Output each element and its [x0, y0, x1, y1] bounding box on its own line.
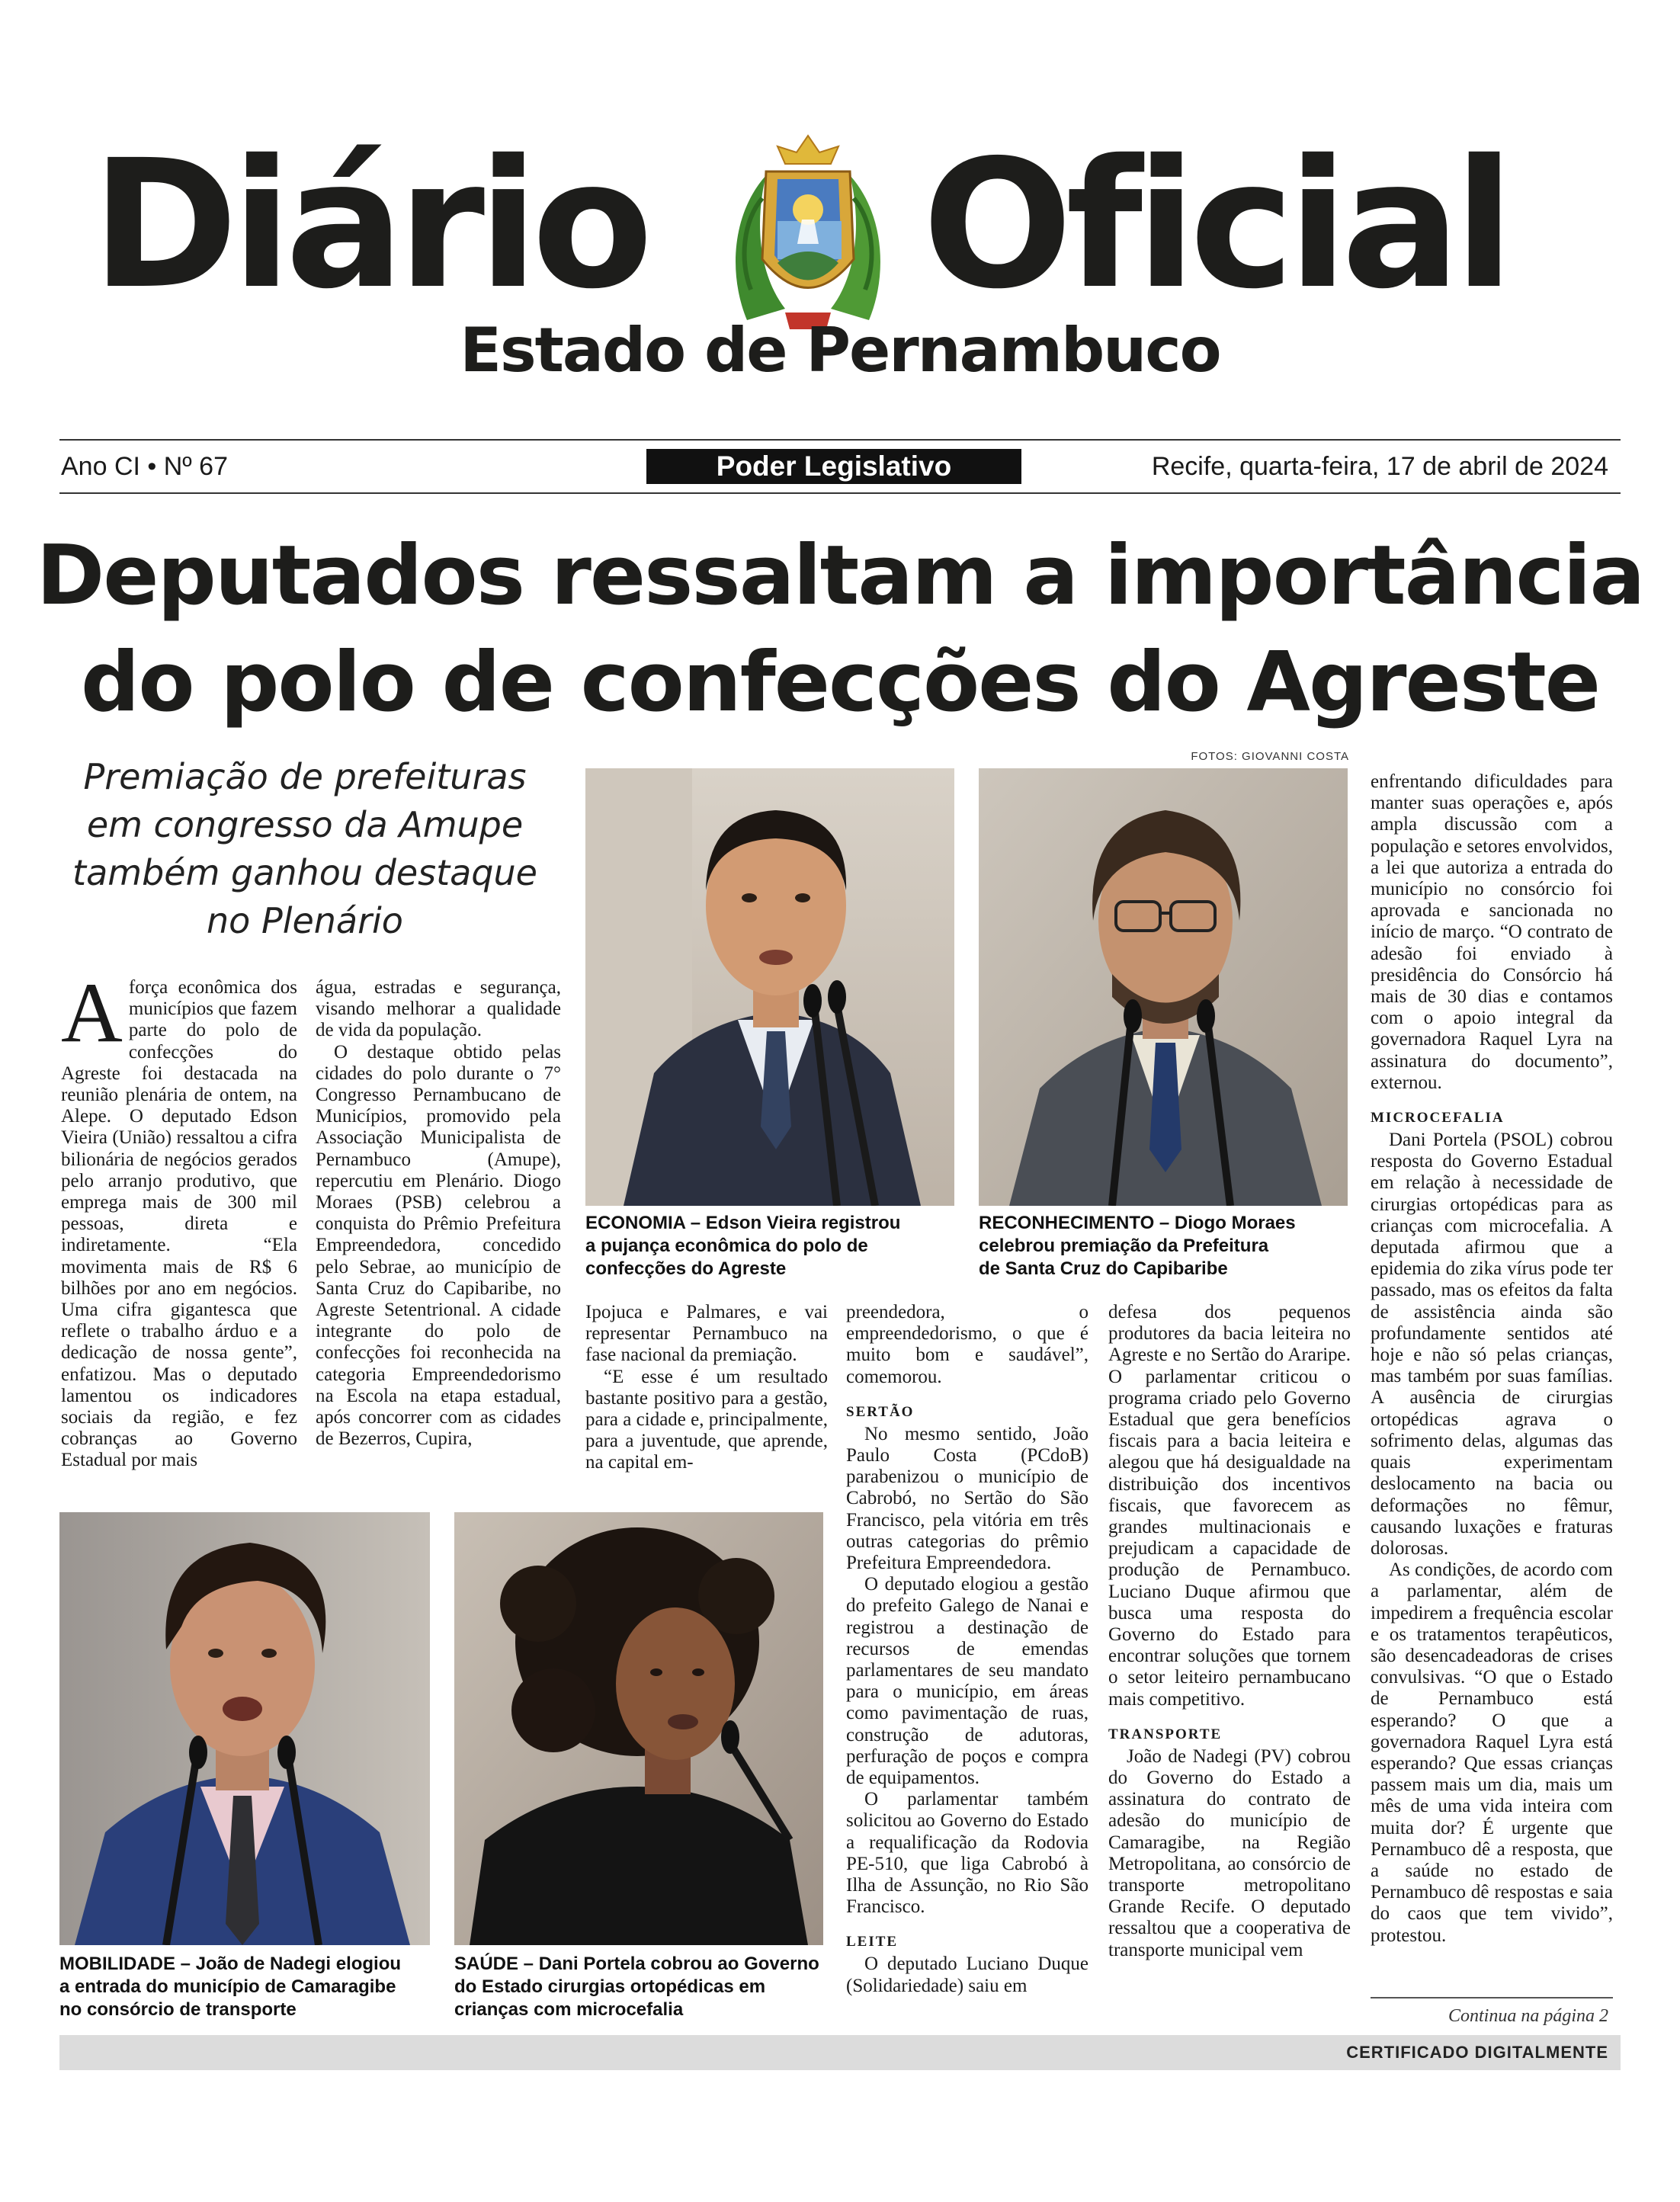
headline-line-1: Deputados ressaltam a importância	[36, 528, 1644, 623]
article-column-6	[1371, 771, 1613, 1995]
article-paragraph: defesa dos pequenos produtores da bacia leiteira no Agreste e no Sertão do Araripe. O parlamentar criticou o programa criado pelo Governo Estadual que gera benefícios fiscais para a bacia leiteira e alegou que há desigualdade na distribuição dos incentivos fiscais, que favorecem as grandes multinacionais e prejudicam a capacidade de produção de Pernambuco. Luciano Duque afirmou que busca uma resposta do Governo do Estado para encontrar soluções que tornem o setor leiteiro pernambucano mais competitivo.	[1108, 1302, 1351, 1710]
photo-dani-portela	[454, 1512, 823, 1945]
photo-joao-de-nadegi	[59, 1512, 430, 1945]
article-paragraph: preendedora, o empreendedorismo, o que é muito bom e saudável”, comemorou.	[846, 1302, 1088, 1387]
headline-line-2: do polo de confecções do Agreste	[81, 635, 1599, 730]
photo-edson-vieira	[585, 768, 954, 1206]
article-paragraph: Dani Portela (PSOL) cobrou resposta do Governo Estadual em relação à necessidade de cirurgias ortopédicas para as crianças com microcefalia. A deputada afirmou que a epidemia do zika vírus pode ter passado, mas os efeitos da falta de assistência ainda são profundamente sentidos até hoje e não só pelas crianças, mas também por suas famílias. A ausência de cirurgias ortopédicas agrava o sofrimento delas, algumas das quais experimentam deslocamento na bacia ou deformações no fêmur, causando luxações e fraturas dolorosas.	[1371, 1130, 1613, 1559]
article-column-2	[316, 977, 561, 1495]
article-paragraph: João de Nadegi (PV) cobrou do Governo do Estado a assinatura do contrato de adesão do município de Camaragibe, na Região Metropolitana, ao consórcio de transporte metropolitano Grande Recife. O deputado ressaltou que a cooperativa de transporte municipal vem	[1108, 1745, 1351, 1960]
article-column-3	[585, 1302, 828, 1492]
caption-line: do Estado cirurgias ortopédicas em	[454, 1976, 766, 1997]
deck-line: em congresso da Amupe	[86, 804, 524, 845]
masthead-title-left: Diário	[91, 122, 646, 328]
top-rule	[59, 439, 1621, 441]
continuation-rule	[1371, 1997, 1613, 1998]
subhead-sertao: SERTÃO	[846, 1403, 915, 1420]
caption-line: de Santa Cruz do Capibaribe	[979, 1258, 1228, 1279]
caption-economia	[585, 1212, 967, 1280]
caption-line: a pujança econômica do polo de	[585, 1236, 868, 1256]
photo-diogo-moraes	[979, 768, 1348, 1206]
bottom-rule	[59, 492, 1621, 494]
article-paragraph: água, estradas e segurança, visando melhorar a qualidade de vida da população.	[316, 977, 561, 1041]
article-paragraph: enfrentando dificuldades para manter suas operações e, após ampla discussão com a população e setores envolvidos, a lei que autoriza a entrada do município no consórcio foi aprovada e sancionada no início de março. “O contrato de adesão foi enviado à presidência do Consórcio há mais de 30 dias e contamos com o apoio integral da governadora Raquel Lyra na assinatura do documento”, externou.	[1371, 771, 1613, 1093]
caption-line: RECONHECIMENTO – Diogo Moraes	[979, 1213, 1296, 1233]
article-paragraph: O destaque obtido pelas cidades do polo durante o 7° Congresso Pernambucano de Municípios, promovido pela Associação Municipalista de Pernambuco (Amupe), repercutiu em Plenário. Diogo Moraes (PSB) celebrou a conquista do Prêmio Prefeitura Empreendedora, concedido pelo Sebrae, ao município de Santa Cruz do Capibaribe, no Agreste Setentrional. A cidade integrante do polo de confecções foi reconhecida na categoria Empreendedorismo na Escola na etapa estadual, após concorrer com as cidades de Bezerros, Cupira,	[316, 1041, 561, 1450]
caption-line: MOBILIDADE – João de Nadegi elogiou	[59, 1954, 402, 1974]
caption-line: celebrou premiação da Prefeitura	[979, 1236, 1269, 1256]
deck-line: no Plenário	[207, 900, 403, 941]
caption-line: SAÚDE – Dani Portela cobrou ao Governo	[454, 1954, 819, 1974]
caption-line: a entrada do município de Camaragibe	[59, 1976, 396, 1997]
masthead-title-right: Oficial	[922, 122, 1508, 328]
article-paragraph: No mesmo sentido, João Paulo Costa (PCdoB) parabenizou o município de Cabrobó, no Sertão do São Francisco, pela vitória em três outras categorias do prêmio Prefeitura Empreendedora.	[846, 1423, 1088, 1574]
edition-number: Ano CI • Nº 67	[61, 452, 228, 481]
masthead-subtitle: Estado de Pernambuco	[460, 315, 1220, 386]
subhead-microcefalia: MICROCEFALIA	[1371, 1110, 1505, 1127]
caption-line: confecções do Agreste	[585, 1258, 787, 1279]
article-paragraph: O deputado elogiou a gestão do prefeito Galego de Nanai e registrou a destinação de recursos de emendas parlamentares de seu mandato para o município, em áreas como pavimentação de ruas, construção de adutoras, perfuração de poços e compra de equipamentos.	[846, 1574, 1088, 1789]
subhead-leite: LEITE	[846, 1934, 899, 1950]
article-paragraph: força econômica dos municípios que fazem parte do polo de confecções do Agreste foi destacada na reunião plenária de ontem, na Alepe. O deputado Edson Vieira (União) ressaltou a cifra bilionária de negócios gerados pelo arranjo produtivo, que emprega mais de 300 mil pessoas, direta e indiretamente. “Ela movimenta mais de R$ 6 bilhões por ano em negócios. Uma cifra gigantesca que reflete o trabalho árduo e a dedicação de nossa gente”, enfatizou. Mas o deputado lamentou os indicadores sociais da região, e fez cobranças ao Governo Estadual por mais	[61, 977, 297, 1471]
photo-credit: FOTOS: GIOVANNI COSTA	[1191, 750, 1349, 763]
subhead-transporte: TRANSPORTE	[1108, 1726, 1223, 1742]
caption-reconhecimento	[979, 1212, 1360, 1280]
article-paragraph: O parlamentar também solicitou ao Governo do Estado a requalificação da Rodovia PE-510, que liga Cabrobó à Ilha de Assunção, no Rio São Francisco.	[846, 1789, 1088, 1918]
deck-line: também ganhou destaque	[72, 852, 537, 893]
article-column-1	[61, 977, 297, 1495]
article-paragraph: “E esse é um resultado bastante positivo para a gestão, para a cidade e, principalmente, para a juventude, que aprende, na capital em-	[585, 1366, 828, 1473]
caption-saude	[454, 1953, 835, 2021]
deck-line: Premiação de prefeituras	[83, 756, 527, 797]
publication-date: Recife, quarta-feira, 17 de abril de 2024	[1151, 452, 1608, 481]
caption-line: no consórcio de transporte	[59, 1999, 297, 2020]
caption-line: ECONOMIA – Edson Vieira registrou	[585, 1213, 901, 1233]
caption-line: crianças com microcefalia	[454, 1999, 684, 2020]
digital-certificate-label: CERTIFICADO DIGITALMENTE	[1346, 2043, 1608, 2062]
article-column-5	[1108, 1302, 1351, 2026]
caption-mobilidade	[59, 1953, 441, 2021]
continued-note: Continua na página 2	[1448, 2006, 1608, 2026]
article-column-4	[846, 1302, 1088, 2026]
coat-of-arms-icon	[732, 130, 884, 335]
article-paragraph: O deputado Luciano Duque (Solidariedade) saiu em	[846, 1954, 1088, 1996]
article-paragraph: Ipojuca e Palmares, e vai representar Pernambuco na fase nacional da premiação.	[585, 1302, 828, 1366]
section-badge: Poder Legislativo	[646, 449, 1021, 484]
drop-cap: A	[61, 977, 123, 1060]
article-paragraph: As condições, de acordo com a parlamentar, além de impedirem a frequência escolar e os tratamentos terapêuticos, são desencadeadoras de crises convulsivas. “O que o Estado de Pernambuco está esperando? O que a governadora Raquel Lyra está esperando? Que essas crianças passem mais um dia, mais um mês de uma vida inteira com muita dor? É urgente que Pernambuco dê a resposta, que a saúde no estado de Pernambuco dê respostas e saia do caos que tem vivido”, protestou.	[1371, 1559, 1613, 1946]
deck	[46, 753, 564, 945]
